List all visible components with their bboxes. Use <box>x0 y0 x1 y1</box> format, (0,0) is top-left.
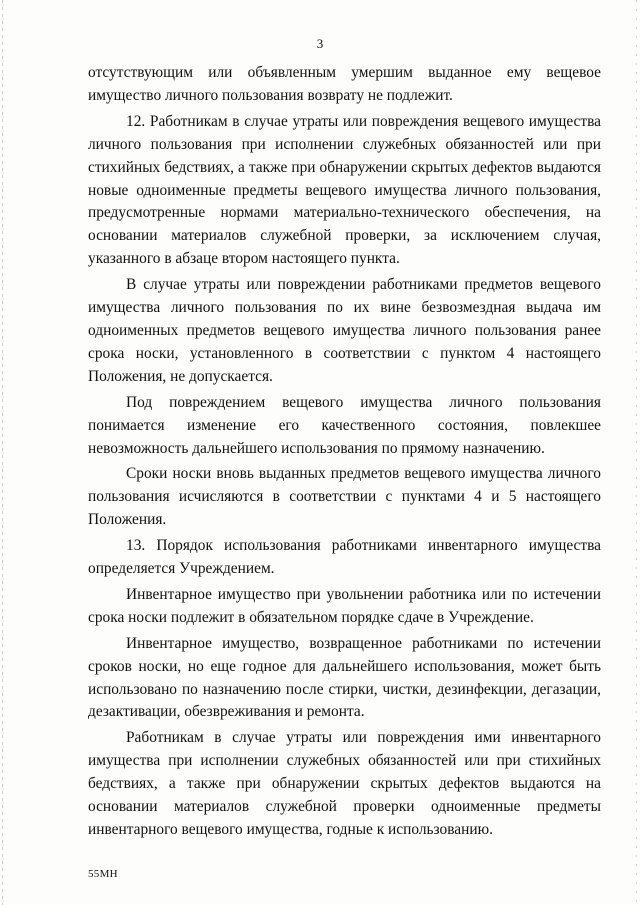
scan-edge-right <box>636 0 637 905</box>
footer-document-code: 55МН <box>88 868 118 880</box>
paragraph-damage-definition: Под повреждением вещевого имущества личного пользования понимается изменение его качественного состояния, повлекшее невозможность дальнейшего использования по прямому назначению. <box>88 393 601 457</box>
paragraph-item-12: 12. Работникам в случае утраты или повреждения вещевого имущества личного пользования при исполнении служебных обязанностей или при стихийных бедствиях, а также при обнаружении скрытых дефектов выдаются новые одноименные предметы вещевого имущества личного пользования, предусмотренные нормами материально-технического обеспечения, на основании материалов служебной проверки, за исключением случая, указанного в абзаце втором настоящего пункта. <box>88 112 601 268</box>
paragraph-inventory-return: Инвентарное имущество при увольнении работника или по истечении срока носки подлежит в обязательном порядке сдаче в Учреждение. <box>88 585 601 626</box>
page-number: 3 <box>316 36 324 51</box>
scan-edge-left <box>2 0 3 905</box>
document-body <box>88 62 601 845</box>
paragraph-wear-terms: Сроки носки вновь выданных предметов вещевого имущества личного пользования исчисляются в соответствии с пунктами 4 и 5 настоящего Положения. <box>88 465 601 529</box>
paragraph-loss-by-fault: В случае утраты или повреждении работниками предметов вещевого имущества личного пользования по их вине безвозмездная выдача им одноименных предметов вещевого имущества личного пользования ранее срока носки, установленного в соответствии с пунктом 4 настоящего Положения, не допускается. <box>88 276 601 385</box>
paragraph-continuation: отсутствующим или объявленным умершим выданное ему вещевое имущество личного пользования возврату не подлежит. <box>88 64 601 104</box>
paragraph-inventory-reuse: Инвентарное имущество, возвращенное работниками по истечении сроков носки, но еще годное для дальнейшего использования, может быть использовано по назначению после стирки, чистки, дезинфекции, дегазации, дезактивации, обезвреживания и ремонта. <box>88 634 601 721</box>
paragraph-inventory-replacement: Работникам в случае утраты или повреждения ими инвентарного имущества при исполнении служебных обязанностей или при стихийных бедствиях, а также при обнаружении скрытых дефектов выдаются на основании материалов служебной проверки одноименные предметы инвентарного вещевого имущества, годные к использованию. <box>88 729 601 838</box>
paragraph-item-13: 13. Порядок использования работниками инвентарного имущества определяется Учреждением. <box>88 537 601 578</box>
